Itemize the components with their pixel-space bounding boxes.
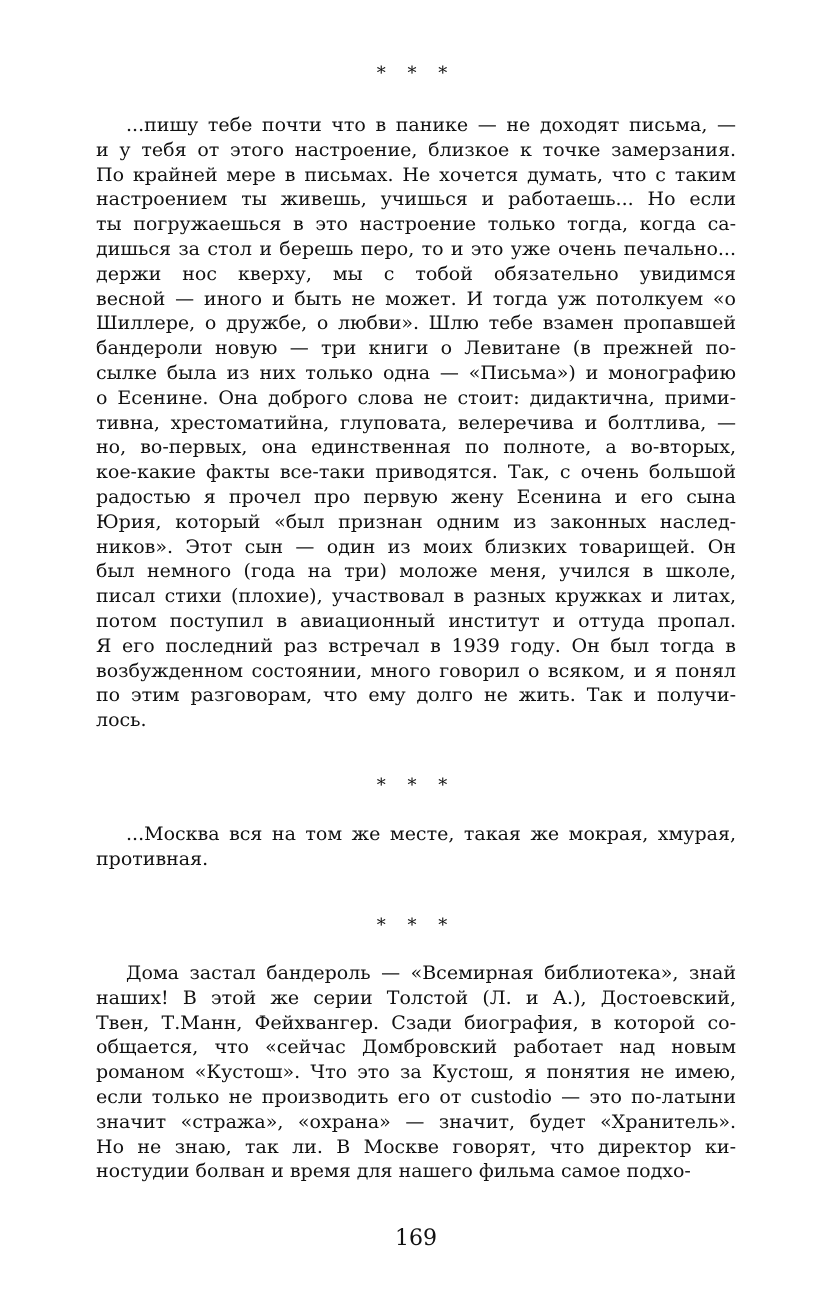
section-separator: * * *	[376, 915, 456, 936]
text-line: настроением ты живешь, учишься и работаешь... Но если	[96, 188, 736, 211]
letter-section-1	[96, 113, 736, 733]
text-line: Я его последний раз встречал в 1939 году. Он был тогда в	[96, 634, 736, 657]
text-line: лось.	[96, 709, 147, 732]
text-line: бандероли новую — три книги о Левитане (в прежней по-	[96, 337, 736, 360]
text-line: ...Москва вся на том же месте, такая же мокрая, хмурая,	[126, 823, 736, 845]
text-line: радостью я прочел про первую жену Есенина и его сына	[96, 485, 736, 508]
text-line: противная.	[96, 847, 209, 870]
letter-section-2	[96, 822, 736, 872]
text-line: о Есенине. Она доброго слова не стоит: дидактична, прими-	[96, 386, 736, 409]
text-line: Шиллере, о дружбе, о любви». Шлю тебе взамен пропавшей	[96, 312, 736, 335]
text-line: по этим разговорам, что ему долго не жить. Так и получи-	[96, 684, 736, 707]
text-line: общается, что «сейчас Домбровский работает над новым	[96, 1036, 736, 1059]
text-line: писал стихи (плохие), участвовал в разных кружках и литах,	[96, 585, 736, 608]
text-line: сылке была из них только одна — «Письма») и монографию	[96, 361, 736, 384]
text-line: кое-какие факты все-таки приводятся. Так, с очень большой	[96, 461, 736, 484]
text-line: потом поступил в авиационный институт и оттуда пропал.	[96, 609, 736, 632]
text-line: ников». Этот сын — один из моих близких товарищей. Он	[96, 535, 736, 558]
text-line: но, во-первых, она единственная по полноте, а во-вторых,	[96, 436, 736, 459]
text-line: держи нос кверху, мы с тобой обязательно увидимся	[96, 262, 736, 285]
text-line: романом «Кустош». Что это за Кустош, я понятия не имею,	[96, 1061, 736, 1084]
text-line: был немного (года на три) моложе меня, учился в школе,	[96, 560, 736, 583]
page-number: 169	[395, 1226, 437, 1251]
text-line: тивна, хрестоматийна, глуповата, велеречива и болтлива, —	[96, 411, 736, 434]
text-line: Дома застал бандероль — «Всемирная библиотека», знай	[126, 962, 736, 984]
text-line: весной — иного и быть не может. И тогда уж потолкуем «о	[96, 287, 736, 310]
section-separator: * * *	[376, 63, 456, 84]
text-line: ...пишу тебе почти что в панике — не доходят письма, —	[126, 114, 736, 136]
text-line: дишься за стол и берешь перо, то и это уже очень печально...	[96, 237, 736, 260]
text-line: ностудии болван и время для нашего фильма самое подхо-	[96, 1160, 691, 1183]
text-line: Но не знаю, так ли. В Москве говорят, что директор ки-	[96, 1135, 736, 1158]
text-line: ты погружаешься в это настроение только тогда, когда са-	[96, 213, 736, 236]
text-line: если только не производить его от custodio — это по-латыни	[96, 1085, 736, 1108]
text-line: Юрия, который «был признан одним из законных наслед-	[96, 510, 736, 533]
letter-section-3	[96, 961, 736, 1184]
text-line: значит «стража», «охрана» — значит, будет «Хранитель».	[96, 1110, 736, 1133]
text-line: и у тебя от этого настроение, близкое к точке замерзания.	[96, 138, 736, 161]
text-line: возбужденном состоянии, много говорил о всяком, и я понял	[96, 659, 736, 682]
text-line: наших! В этой же серии Толстой (Л. и А.), Достоевский,	[96, 986, 736, 1009]
text-line: Твен, Т.Манн, Фейхвангер. Сзади биография, в которой со-	[96, 1011, 736, 1034]
section-separator: * * *	[376, 775, 456, 796]
text-line: По крайней мере в письмах. Не хочется думать, что с таким	[96, 163, 736, 186]
